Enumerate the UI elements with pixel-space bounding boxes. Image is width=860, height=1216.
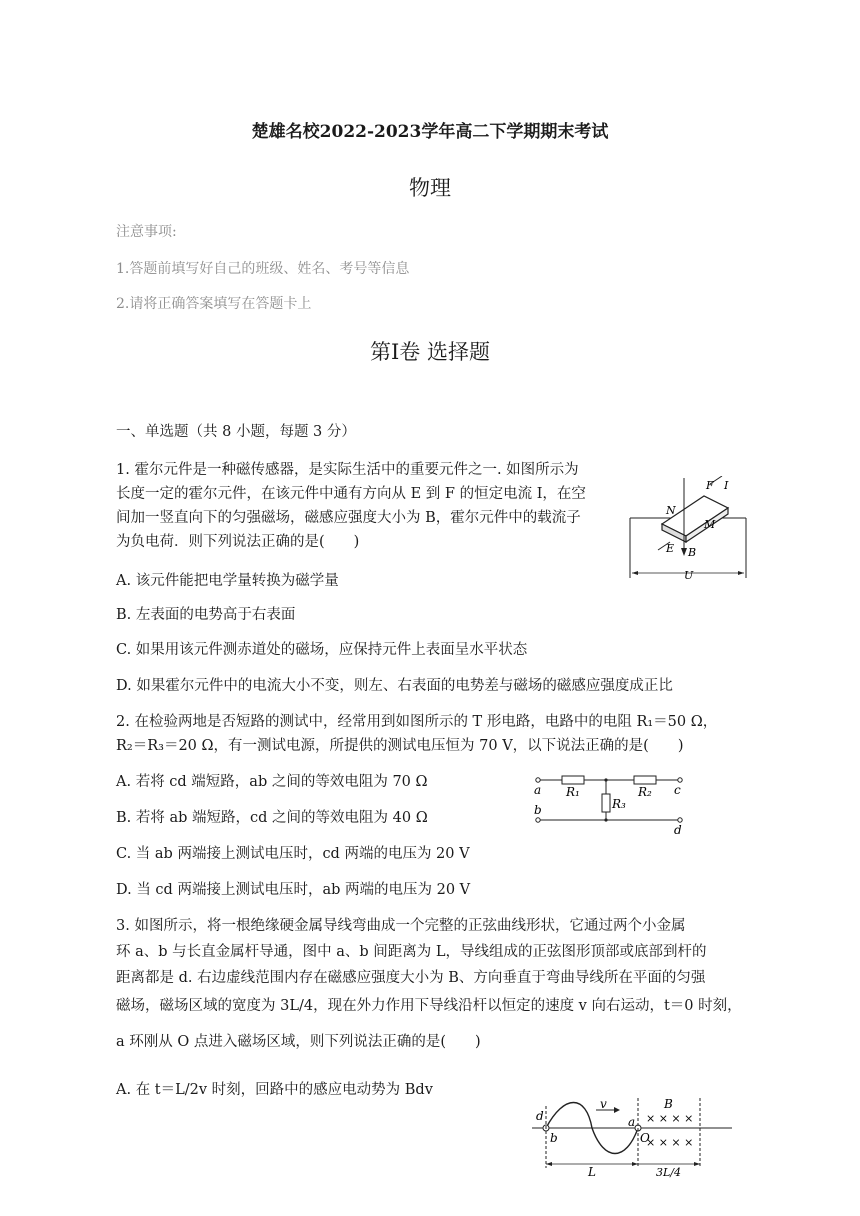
label-l: L (588, 1165, 596, 1178)
q1-option-b: B. 左表面的电势高于右表面 (116, 607, 296, 623)
q1-stem-line: 长度一定的霍尔元件，在该元件中通有方向从 E 到 F 的恒定电流 I，在空 (116, 486, 586, 502)
label-b: b (534, 803, 542, 817)
field-crosses: × × × × (646, 1112, 694, 1125)
label-d: d (536, 1109, 544, 1123)
label-r1: R₁ (566, 785, 580, 799)
t-circuit-figure (530, 772, 690, 834)
sine-wire-figure (530, 1096, 736, 1178)
notice-item: 1.答题前填写好自己的班级、姓名、考号等信息 (116, 261, 410, 277)
section-title: 第Ⅰ卷 选择题 (370, 340, 490, 364)
q1-stem-line: 为负电荷．则下列说法正确的是( ) (116, 534, 360, 550)
q2-stem-line: 2. 在检验两地是否短路的测试中，经常用到如图所示的 T 形电路，电路中的电阻 R₁＝50 Ω， (116, 714, 718, 730)
notice-item: 2.请将正确答案填写在答题卡上 (116, 296, 312, 312)
label-a: a (534, 783, 542, 797)
notice-heading: 注意事项: (116, 224, 177, 240)
q2-option-a: A. 若将 cd 端短路，ab 之间的等效电阻为 70 Ω (116, 774, 428, 790)
part-heading: 一、单选题（共 8 小题，每题 3 分） (116, 424, 356, 440)
subject-title: 物理 (409, 176, 451, 200)
field-crosses: × × × × (646, 1136, 694, 1149)
q3-stem-line: 3. 如图所示，将一根绝缘硬金属导线弯曲成一个完整的正弦曲线形状，它通过两个小金属 (116, 918, 686, 934)
hall-element-figure (626, 476, 750, 582)
label-u: U (684, 569, 694, 582)
q3-stem-line: a 环刚从 O 点进入磁场区域，则下列说法正确的是( ) (116, 1034, 481, 1050)
q1-option-a: A. 该元件能把电学量转换为磁学量 (116, 573, 339, 589)
q2-option-d: D. 当 cd 两端接上测试电压时，ab 两端的电压为 20 V (116, 882, 471, 898)
exam-title: 楚雄名校2022-2023学年高二下学期期末考试 (251, 122, 609, 142)
label-r2: R₂ (638, 785, 652, 799)
label-n: N (666, 504, 676, 517)
label-d: d (674, 823, 682, 834)
q2-option-c: C. 当 ab 两端接上测试电压时，cd 两端的电压为 20 V (116, 846, 470, 862)
q3-option-a: A. 在 t＝L/2v 时刻，回路中的感应电动势为 Bdv (116, 1082, 433, 1098)
label-e: E (666, 542, 675, 555)
label-width: 3L/4 (656, 1166, 682, 1178)
label-field: B (664, 1097, 673, 1111)
label-c: c (674, 783, 681, 797)
q1-stem-line: 1. 霍尔元件是一种磁传感器，是实际生活中的重要元件之一. 如图所示为 (116, 462, 579, 478)
q1-stem-line: 间加一竖直向下的匀强磁场，磁感应强度大小为 B，霍尔元件中的载流子 (116, 510, 581, 526)
label-b: B (688, 546, 697, 559)
q2-stem-line: R₂＝R₃＝20 Ω，有一测试电源，所提供的测试电压恒为 70 V，以下说法正确的是( ) (116, 738, 684, 754)
q3-stem-line: 距离都是 d. 右边虚线范围内存在磁感应强度大小为 B、方向垂直于弯曲导线所在平面的匀强 (116, 970, 706, 986)
label-a: a (628, 1115, 636, 1129)
label-m: M (704, 518, 716, 531)
q1-option-d: D. 如果霍尔元件中的电流大小不变，则左、右表面的电势差与磁场的磁感应强度成正比 (116, 678, 673, 694)
q3-stem-line: 磁场，磁场区域的宽度为 3L/4，现在外力作用下导线沿杆以恒定的速度 v 向右运动，t＝0 时刻， (116, 998, 742, 1014)
q2-option-b: B. 若将 ab 端短路，cd 之间的等效电阻为 40 Ω (116, 810, 428, 826)
label-f: F (706, 479, 714, 492)
label-v: v (600, 1097, 607, 1111)
label-b: b (550, 1131, 558, 1145)
label-i: I (724, 479, 729, 492)
q1-option-c: C. 如果用该元件测赤道处的磁场，应保持元件上表面呈水平状态 (116, 642, 528, 658)
label-r3: R₃ (612, 797, 626, 811)
label-o: O (640, 1131, 650, 1145)
q3-stem-line: 环 a、b 与长直金属杆导通，图中 a、b 间距离为 L，导线组成的正弦图形顶部或底部到杆的 (116, 944, 707, 960)
